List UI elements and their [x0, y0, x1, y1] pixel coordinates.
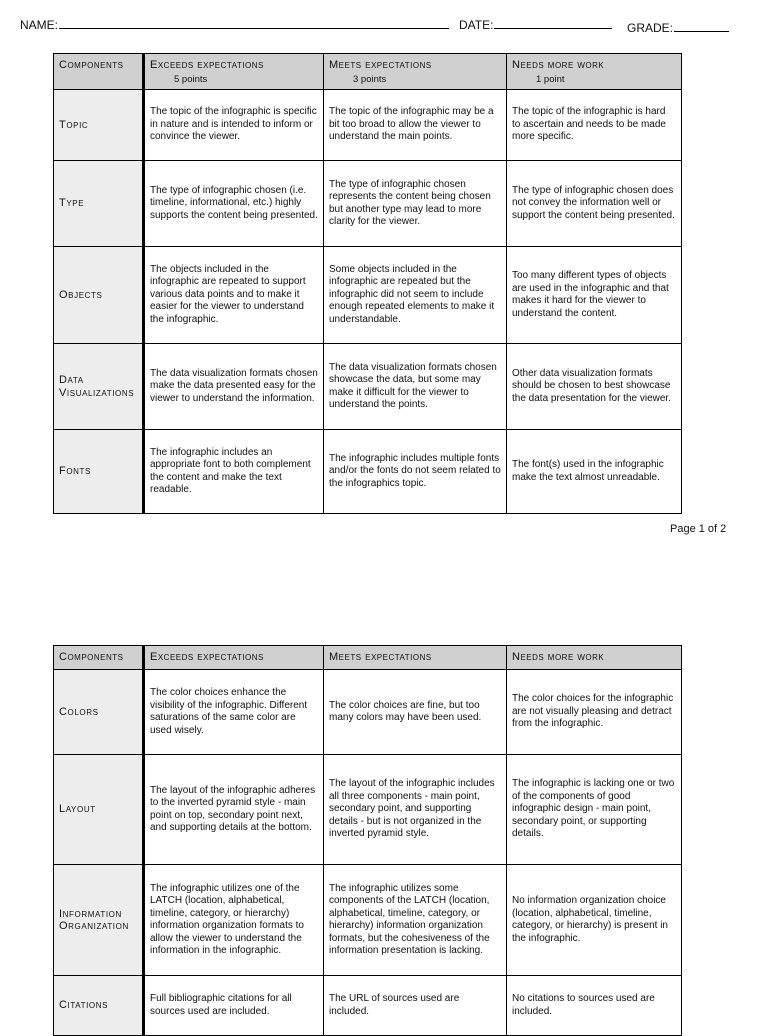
exceeds-cell: The objects included in the infographic are repeated to support various data points and to make it easier for the viewer to understand the infographic. — [144, 247, 324, 344]
header-row — [54, 54, 682, 90]
points-exceeds: 5 points — [174, 73, 208, 85]
col-header-meets: Meets expectations — [324, 646, 507, 670]
component-cell: Type — [54, 161, 144, 247]
exceeds-cell: The infographic includes an appropriate font to both complement the content and make the text readable. — [144, 430, 324, 514]
meets-cell: The topic of the infographic may be a bit too broad to allow the viewer to understand the main points. — [324, 90, 507, 161]
col-header-exceeds: Exceeds expectations 5 points — [144, 54, 324, 90]
needs-cell: The type of infographic chosen does not convey the information well or support the content being presented. — [507, 161, 682, 247]
meets-cell: The infographic includes multiple fonts and/or the fonts do not seem related to the infographics topic. — [324, 430, 507, 514]
col-header-needs: Needs more work 1 point — [507, 54, 682, 90]
exceeds-cell: The infographic utilizes one of the LATCH (location, alphabetical, timeline, category, or hierarchy) information organization formats to allow the viewer to understand the information in the infographic. — [144, 865, 324, 976]
exceeds-cell: The data visualization formats chosen make the data presented easy for the viewer to understand the information. — [144, 344, 324, 430]
needs-cell: No citations to sources used are included. — [507, 976, 682, 1036]
needs-cell: The topic of the infographic is hard to ascertain and needs to be made more specific. — [507, 90, 682, 161]
component-cell: Fonts — [54, 430, 144, 514]
name-label: NAME: — [20, 18, 59, 32]
meets-cell: The infographic utilizes some components of the LATCH (location, alphabetical, timeline, category, or hierarchy) information organization formats, but the cohesiveness of the information presentation is lacking. — [324, 865, 507, 976]
component-cell: Layout — [54, 755, 144, 865]
exceeds-cell: Full bibliographic citations for all sources used are included. — [144, 976, 324, 1036]
table-row — [54, 865, 682, 976]
component-cell: Topic — [54, 90, 144, 161]
meets-cell: Some objects included in the infographic are repeated but the infographic did not seem to include enough repeated elements to make it understandable. — [324, 247, 507, 344]
exceeds-cell: The layout of the infographic adheres to the inverted pyramid style - main point on top, secondary point next, and supporting details at the bottom. — [144, 755, 324, 865]
table-row — [54, 247, 682, 344]
table-row — [54, 755, 682, 865]
meets-cell: The color choices are fine, but too many colors may have been used. — [324, 670, 507, 755]
component-cell: Citations — [54, 976, 144, 1036]
table-row — [54, 430, 682, 514]
component-cell: Colors — [54, 670, 144, 755]
student-info-header — [20, 17, 740, 37]
date-blank-line[interactable] — [494, 17, 612, 29]
component-cell: Information Organization — [54, 865, 144, 976]
needs-cell: No information organization choice (location, alphabetical, timeline, category, or hierarchy) is present in the infographic. — [507, 865, 682, 976]
needs-cell: The font(s) used in the infographic make the text almost unreadable. — [507, 430, 682, 514]
name-field[interactable] — [20, 17, 449, 32]
exceeds-cell: The color choices enhance the visibility of the infographic. Different saturations of the same color are used wisely. — [144, 670, 324, 755]
col-header-components: Components — [54, 54, 144, 90]
needs-cell: Too many different types of objects are used in the infographic and that makes it hard for the viewer to understand the content. — [507, 247, 682, 344]
grade-label: GRADE: — [627, 21, 674, 35]
date-field[interactable] — [459, 17, 612, 32]
table-row — [54, 90, 682, 161]
grade-field[interactable] — [627, 20, 729, 35]
rubric-table-page-2 — [53, 645, 682, 1036]
col-header-exceeds: Exceeds expectations — [144, 646, 324, 670]
date-label: DATE: — [459, 18, 494, 32]
points-meets: 3 points — [353, 73, 387, 85]
col-header-needs: Needs more work — [507, 646, 682, 670]
rubric-table-page-1 — [53, 53, 682, 514]
needs-cell: Other data visualization formats should be chosen to best showcase the data presentation for the viewer. — [507, 344, 682, 430]
meets-cell: The type of infographic chosen represents the content being chosen but another type may lead to more clarity for the viewer. — [324, 161, 507, 247]
component-cell: Data Visualizations — [54, 344, 144, 430]
table-row — [54, 670, 682, 755]
component-cell: Objects — [54, 247, 144, 344]
exceeds-cell: The topic of the infographic is specific in nature and is intended to inform or convince the viewer. — [144, 90, 324, 161]
needs-cell: The infographic is lacking one or two of the components of good infographic design - main point, secondary point, or supporting details. — [507, 755, 682, 865]
col-header-components: Components — [54, 646, 144, 670]
meets-cell: The layout of the infographic includes all three components - main point, secondary point, and supporting details - but is not organized in the inverted pyramid style. — [324, 755, 507, 865]
table-row — [54, 976, 682, 1036]
header-row — [54, 646, 682, 670]
name-blank-line[interactable] — [59, 17, 449, 29]
meets-cell: The URL of sources used are included. — [324, 976, 507, 1036]
grade-blank-line[interactable] — [674, 20, 729, 32]
page-number: Page 1 of 2 — [670, 523, 727, 535]
needs-cell: The color choices for the infographic are not visually pleasing and detract from the infographic. — [507, 670, 682, 755]
points-needs: 1 point — [536, 73, 565, 85]
table-row — [54, 344, 682, 430]
col-header-meets: Meets expectations 3 points — [324, 54, 507, 90]
exceeds-cell: The type of infographic chosen (i.e. timeline, informational, etc.) highly supports the content being presented. — [144, 161, 324, 247]
table-row — [54, 161, 682, 247]
meets-cell: The data visualization formats chosen showcase the data, but some may make it difficult for the viewer to understand the points. — [324, 344, 507, 430]
